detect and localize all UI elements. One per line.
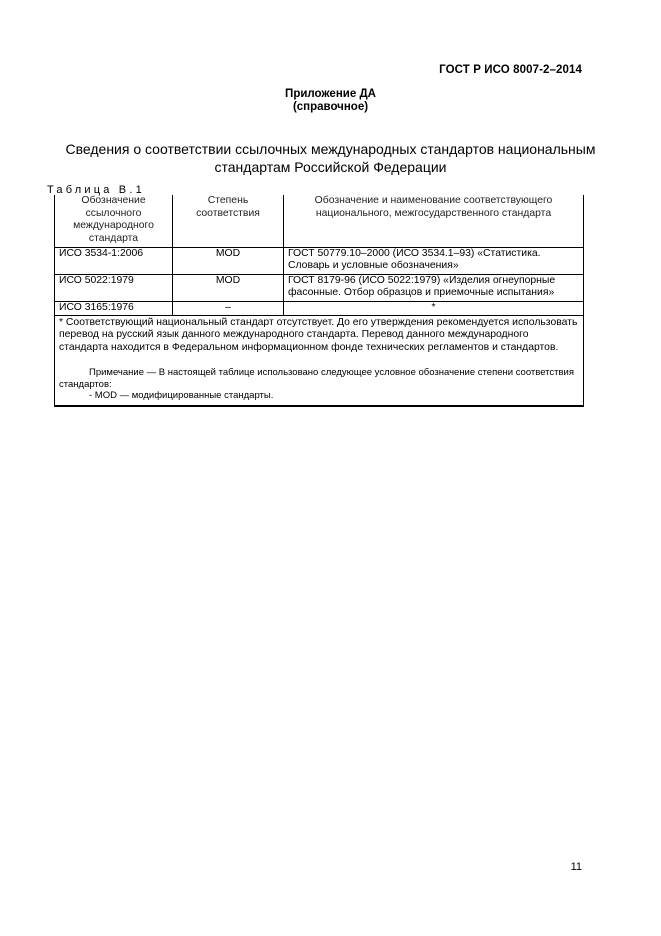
header-national-standard: Обозначение и наименование соответствующего национального, межгосударственного стандарта [284,195,584,247]
table-row [55,247,584,274]
cell-degree: MOD [173,274,284,301]
annex-subtitle: (справочное) [292,101,369,113]
cell-national-standard: * [284,301,584,315]
page-number: 11 [570,861,582,873]
table-caption: Таблица В.1 [47,184,145,196]
table-row [55,301,584,315]
table-note [59,367,579,390]
annex-heading [0,88,661,114]
table-note-mod-text: - MOD — модифицированные стандарты. [89,390,274,401]
page-title [40,140,621,176]
cell-degree: – [173,301,284,315]
table-footnote: * Соответствующий национальный стандарт отсутствует. До его утверждения рекомендуется использовать перевод на русский язык данного международного стандарта. Перевод данного международного стандарта находится в Федеральном информационном фонде технических регламентов и стандартов. [59,316,578,353]
table-note-row [55,315,584,406]
note-spacer [59,354,579,367]
table-note-mod [59,390,579,402]
table-note-text: Примечание — В настоящей таблице использовано следующее условное обозначение степени соответствия стандартов: [59,367,575,390]
table-header-row [55,195,584,247]
annex-title: Приложение ДА [285,88,376,100]
header-reference-standard: Обозначение ссылочного международного стандарта [55,195,173,247]
cell-national-standard: ГОСТ 8179-96 (ИСО 5022:1979) «Изделия огнеупорные фасонные. Отбор образцов и приемочные испытания» [284,274,584,301]
cell-reference-standard: ИСО 3165:1976 [55,301,173,315]
header-degree-of-conformity: Степень соответствия [173,195,284,247]
cell-national-standard: ГОСТ 50779.10–2000 (ИСО 3534.1–93) «Статистика. Словарь и условные обозначения» [284,247,584,274]
cell-degree: MOD [173,247,284,274]
page-title-line-1: Сведения о соответствии ссылочных международных стандартов национальным [65,141,596,157]
table-row [55,274,584,301]
table-notes [55,315,584,406]
page-title-line-2: стандартам Российской Федерации [214,159,447,175]
cell-reference-standard: ИСО 3534-1:2006 [55,247,173,274]
document-code: ГОСТ Р ИСО 8007-2–2014 [439,64,582,76]
standards-table [54,195,584,407]
cell-reference-standard: ИСО 5022:1979 [55,274,173,301]
